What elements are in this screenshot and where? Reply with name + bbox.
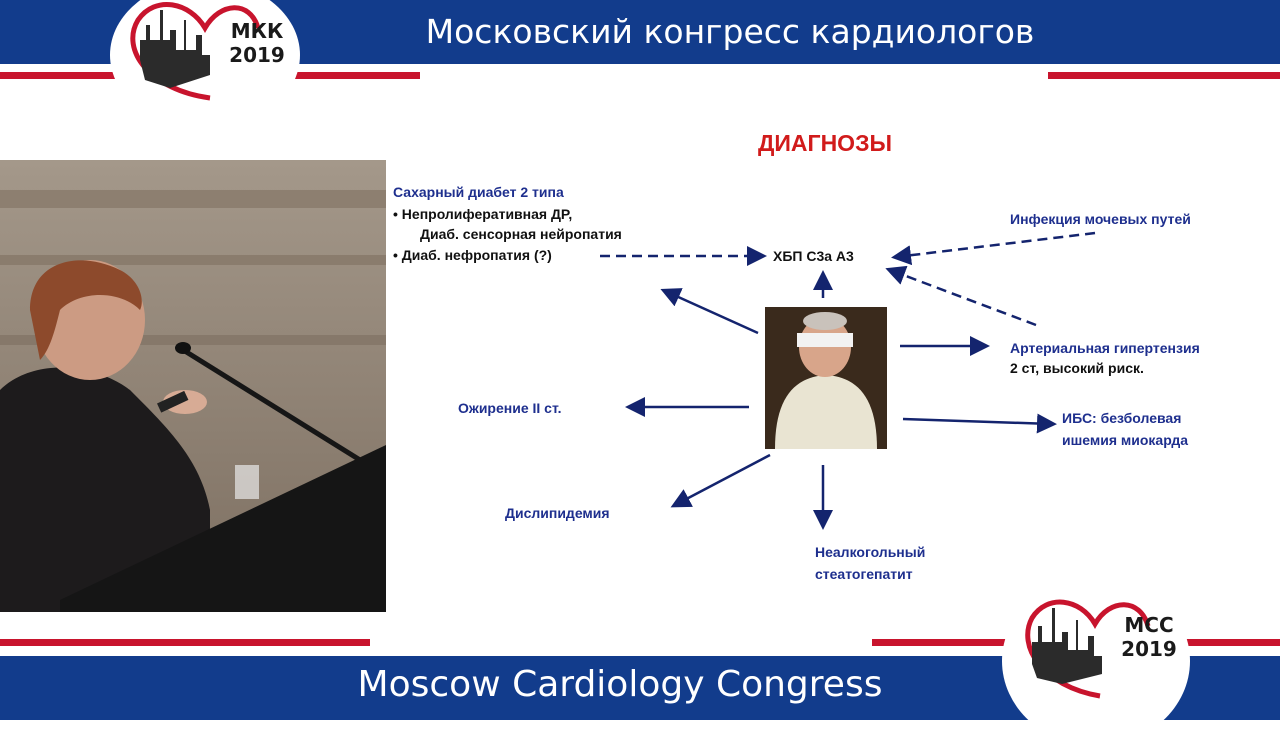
steatohepatitis-line2: стеатогепатит [815,566,913,582]
diabetes-heading: Сахарный диабет 2 типа [393,184,564,200]
slide-title: ДИАГНОЗЫ [758,130,892,156]
diabetes-item1-line1: • Непролиферативная ДР, [393,206,573,222]
obesity-label: Ожирение II ст. [458,400,562,416]
steatohepatitis-line1: Неалкогольный [815,544,926,560]
center-diagnosis: ХБП С3а А3 [773,248,854,264]
hypertension-line2: 2 ст, высокий риск. [1010,360,1144,376]
diabetes-item1-line2: Диаб. сенсорная нейропатия [420,226,622,242]
ibs-line1: ИБС: безболевая [1062,410,1182,426]
logo-left-line2: 2019 [229,43,285,67]
dyslipidemia-label: Дислипидемия [505,505,610,521]
diabetes-item2: • Диаб. нефропатия (?) [393,247,552,263]
footer-red-line-left [0,639,370,646]
logo-left-line1: МКК [230,19,284,43]
logo-right-line2: 2019 [1121,637,1177,661]
header-title: Московский конгресс кардиологов [425,12,1035,51]
footer-title: Moscow Cardiology Congress [357,664,883,705]
logo-right [1002,576,1190,746]
hypertension-line1: Артериальная гипертензия [1010,340,1200,356]
infection-label: Инфекция мочевых путей [1010,211,1191,227]
logo-right-line1: MCC [1124,613,1174,637]
ibs-line2: ишемия миокарда [1062,432,1189,448]
heart-skyline-icon [1002,576,1190,746]
